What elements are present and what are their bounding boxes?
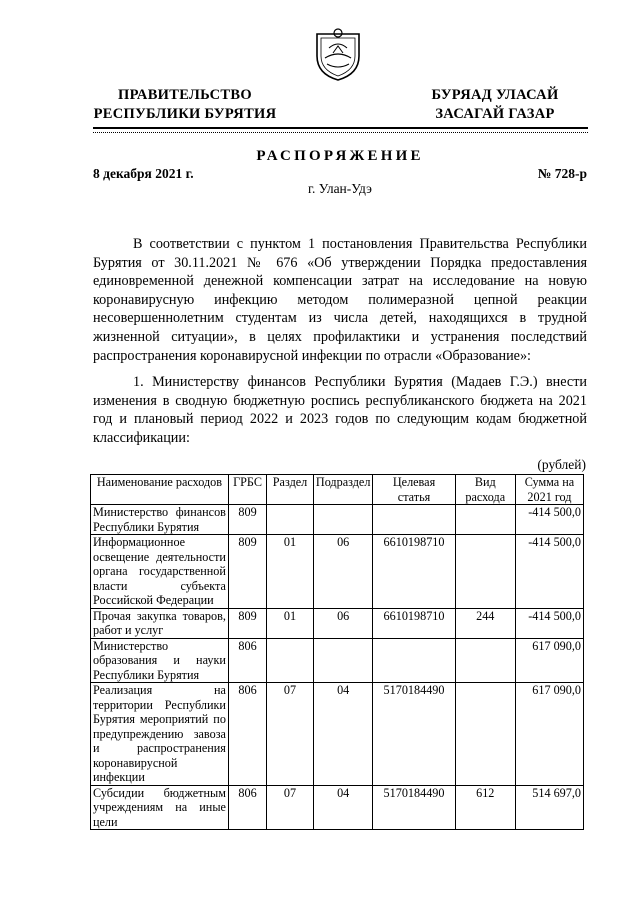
cell-name: Министерство образования и науки Республики Бурятия: [91, 638, 229, 683]
cell-name: Министерство финансов Республики Бурятия: [91, 505, 229, 535]
cell-amount: -414 500,0: [515, 535, 583, 609]
cell-amount: -414 500,0: [515, 608, 583, 638]
document-number: № 728-р: [537, 166, 587, 181]
table-header-row: [91, 475, 584, 505]
cell-subsection: [313, 638, 373, 683]
cell-subsection: 04: [313, 683, 373, 786]
cell-grbs: 806: [228, 683, 266, 786]
table-row: [91, 785, 584, 830]
header-right-line2: ЗАСАГАЙ ГАЗАР: [435, 106, 555, 122]
col-header-type: Вид расхода: [455, 475, 515, 505]
cell-section: 07: [267, 683, 314, 786]
cell-grbs: 806: [228, 638, 266, 683]
header-left: [85, 86, 285, 124]
cell-type: 244: [455, 608, 515, 638]
cell-type: [455, 505, 515, 535]
cell-type: [455, 535, 515, 609]
cell-grbs: 809: [228, 535, 266, 609]
col-header-amount: Сумма на 2021 год: [515, 475, 583, 505]
cell-grbs: 809: [228, 505, 266, 535]
cell-name: Реализация на территории Республики Бурятия мероприятий по предупреждению завоза и распространения коронавирусной инфекции: [91, 683, 229, 786]
col-header-name: Наименование расходов: [91, 475, 229, 505]
cell-section: [267, 638, 314, 683]
table-row: [91, 505, 584, 535]
units-label: (рублей): [537, 457, 586, 472]
cell-amount: -414 500,0: [515, 505, 583, 535]
cell-target: 6610198710: [373, 608, 455, 638]
cell-subsection: 06: [313, 608, 373, 638]
table-row: [91, 608, 584, 638]
cell-target: [373, 638, 455, 683]
cell-type: [455, 683, 515, 786]
coat-of-arms-emblem: [313, 26, 363, 82]
cell-target: 6610198710: [373, 535, 455, 609]
table-row: [91, 535, 584, 609]
cell-subsection: [313, 505, 373, 535]
cell-subsection: 04: [313, 785, 373, 830]
cell-type: [455, 638, 515, 683]
header-left-line2: РЕСПУБЛИКИ БУРЯТИЯ: [93, 106, 277, 122]
table-row: [91, 683, 584, 786]
cell-amount: 514 697,0: [515, 785, 583, 830]
cell-name: Информационное освещение деятельности органа государственной власти субъекта Российской Федерации: [91, 535, 229, 609]
cell-target: [373, 505, 455, 535]
cell-type: 612: [455, 785, 515, 830]
cell-grbs: 809: [228, 608, 266, 638]
col-header-grbs: ГРБС: [228, 475, 266, 505]
cell-name: Прочая закупка товаров, работ и услуг: [91, 608, 229, 638]
cell-amount: 617 090,0: [515, 683, 583, 786]
cell-section: 07: [267, 785, 314, 830]
cell-section: 01: [267, 535, 314, 609]
document-city: г. Улан-Удэ: [308, 181, 372, 196]
item-1-paragraph: 1. Министерству финансов Республики Бурятия (Мадаев Г.Э.) внести изменения в сводную бюджетную роспись республиканского бюджета на 2021 год и плановый период 2022 и 2023 годов по следующим кодам бюджетной классификации:: [93, 374, 587, 446]
col-header-target: Целевая статья: [373, 475, 455, 505]
cell-subsection: 06: [313, 535, 373, 609]
cell-grbs: 806: [228, 785, 266, 830]
table-row: [91, 638, 584, 683]
cell-section: [267, 505, 314, 535]
cell-amount: 617 090,0: [515, 638, 583, 683]
cell-target: 5170184490: [373, 785, 455, 830]
document-date: 8 декабря 2021 г.: [93, 166, 194, 181]
cell-section: 01: [267, 608, 314, 638]
col-header-subsection: Подраздел: [313, 475, 373, 505]
header-right: [395, 86, 595, 124]
header-separator-line: [93, 127, 588, 129]
header-right-line1: БУРЯАД УЛАСАЙ: [431, 87, 559, 103]
header-separator-dotted: [93, 132, 588, 133]
header-left-line1: ПРАВИТЕЛЬСТВО: [118, 87, 252, 103]
document-title: РАСПОРЯЖЕНИЕ: [256, 148, 424, 164]
cell-target: 5170184490: [373, 683, 455, 786]
budget-table: [90, 474, 584, 830]
cell-name: Субсидии бюджетным учреждениям на иные цели: [91, 785, 229, 830]
preamble-paragraph: В соответствии с пунктом 1 постановления Правительства Республики Бурятия от 30.11.2021 № 676 «Об утверждении Порядка предоставления единовременной денежной компенсации затрат на исследование на новую коронавирусную инфекцию методом полимеразной цепной реакции несовершеннолетним студентам из числа детей, находящихся в трудной жизненной ситуации», в целях профилактики и устранения последствий распространения коронавирусной инфекции по отрасли «Образование»:: [93, 236, 587, 364]
col-header-section: Раздел: [267, 475, 314, 505]
